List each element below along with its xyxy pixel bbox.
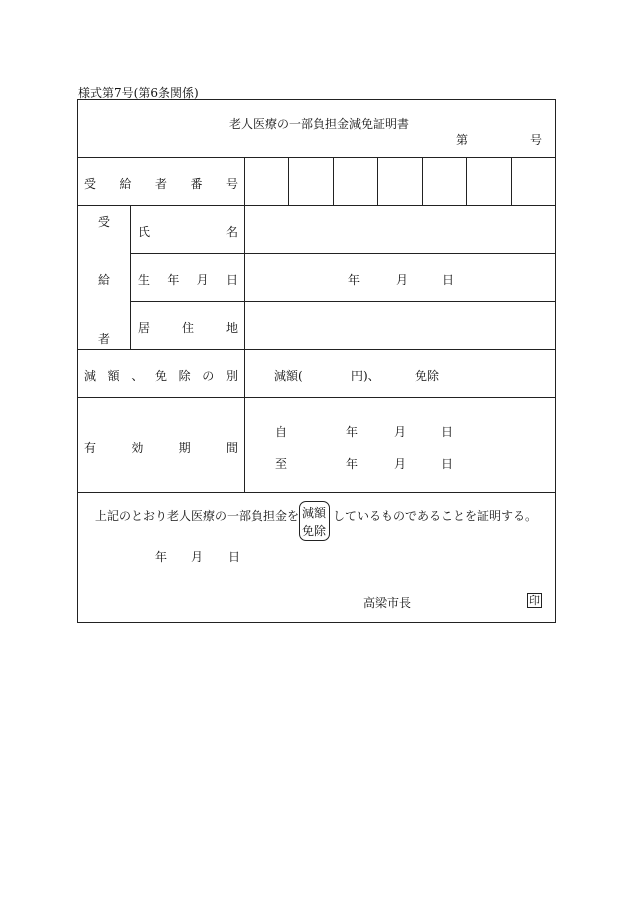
- reduction-amount-prefix: 減額(: [274, 369, 303, 383]
- certification-year: 年: [155, 550, 168, 564]
- certificate-form: [77, 99, 556, 623]
- address-label: 居 住 地: [138, 321, 238, 335]
- birth-year: 年: [348, 273, 361, 287]
- birth-day: 日: [442, 273, 455, 287]
- divider: [130, 253, 555, 254]
- divider: [422, 157, 423, 205]
- seal-mark: 印: [529, 594, 540, 607]
- recipient-group-label-1: 受: [98, 215, 111, 229]
- exemption-option: 免除: [415, 369, 440, 383]
- validity-from-day: 日: [441, 425, 454, 439]
- recipient-group-label-3: 者: [98, 332, 111, 346]
- certification-text-before: 上記のとおり老人医療の一部負担金を: [95, 509, 300, 523]
- name-label: 氏 名: [138, 225, 238, 239]
- recipient-number-label: 受 給 者 番 号: [84, 177, 238, 191]
- form-title: 老人医療の一部負担金減免証明書: [229, 117, 410, 131]
- divider: [130, 301, 555, 302]
- birth-date-label: 生 年 月 日: [138, 273, 238, 287]
- divider: [78, 397, 555, 398]
- validity-to-month: 月: [394, 457, 407, 471]
- certification-month: 月: [191, 550, 204, 564]
- reduction-exemption-choice: [299, 501, 330, 541]
- certification-day: 日: [228, 550, 241, 564]
- divider: [130, 205, 131, 349]
- form-caption: 様式第7号(第6条関係): [78, 86, 199, 100]
- validity-from-month: 月: [394, 425, 407, 439]
- divider: [288, 157, 289, 205]
- validity-to-label: 至: [275, 457, 288, 471]
- divider: [78, 349, 555, 350]
- validity-from-label: 自: [275, 425, 288, 439]
- certification-text-after: しているものであることを証明する。: [333, 509, 538, 523]
- choice-reduction: 減額: [302, 506, 327, 520]
- birth-month: 月: [396, 273, 409, 287]
- validity-period-label: 有 効 期 間: [84, 441, 238, 455]
- recipient-group-label-2: 給: [98, 273, 111, 287]
- divider: [78, 157, 555, 158]
- divider: [466, 157, 467, 205]
- issuer-name: 高梁市長: [363, 596, 412, 610]
- validity-from-year: 年: [346, 425, 359, 439]
- validity-to-year: 年: [346, 457, 359, 471]
- divider: [78, 205, 555, 206]
- divider: [511, 157, 512, 205]
- choice-exemption: 免除: [302, 524, 327, 538]
- divider: [333, 157, 334, 205]
- reduction-type-label: 減 額 、 免 除 の 別: [84, 369, 238, 383]
- divider: [244, 157, 245, 492]
- divider: [377, 157, 378, 205]
- divider: [78, 492, 555, 493]
- reduction-amount-suffix: 円)、: [351, 369, 380, 383]
- number-prefix: 第: [456, 133, 469, 147]
- validity-to-day: 日: [441, 457, 454, 471]
- number-suffix: 号: [530, 133, 543, 147]
